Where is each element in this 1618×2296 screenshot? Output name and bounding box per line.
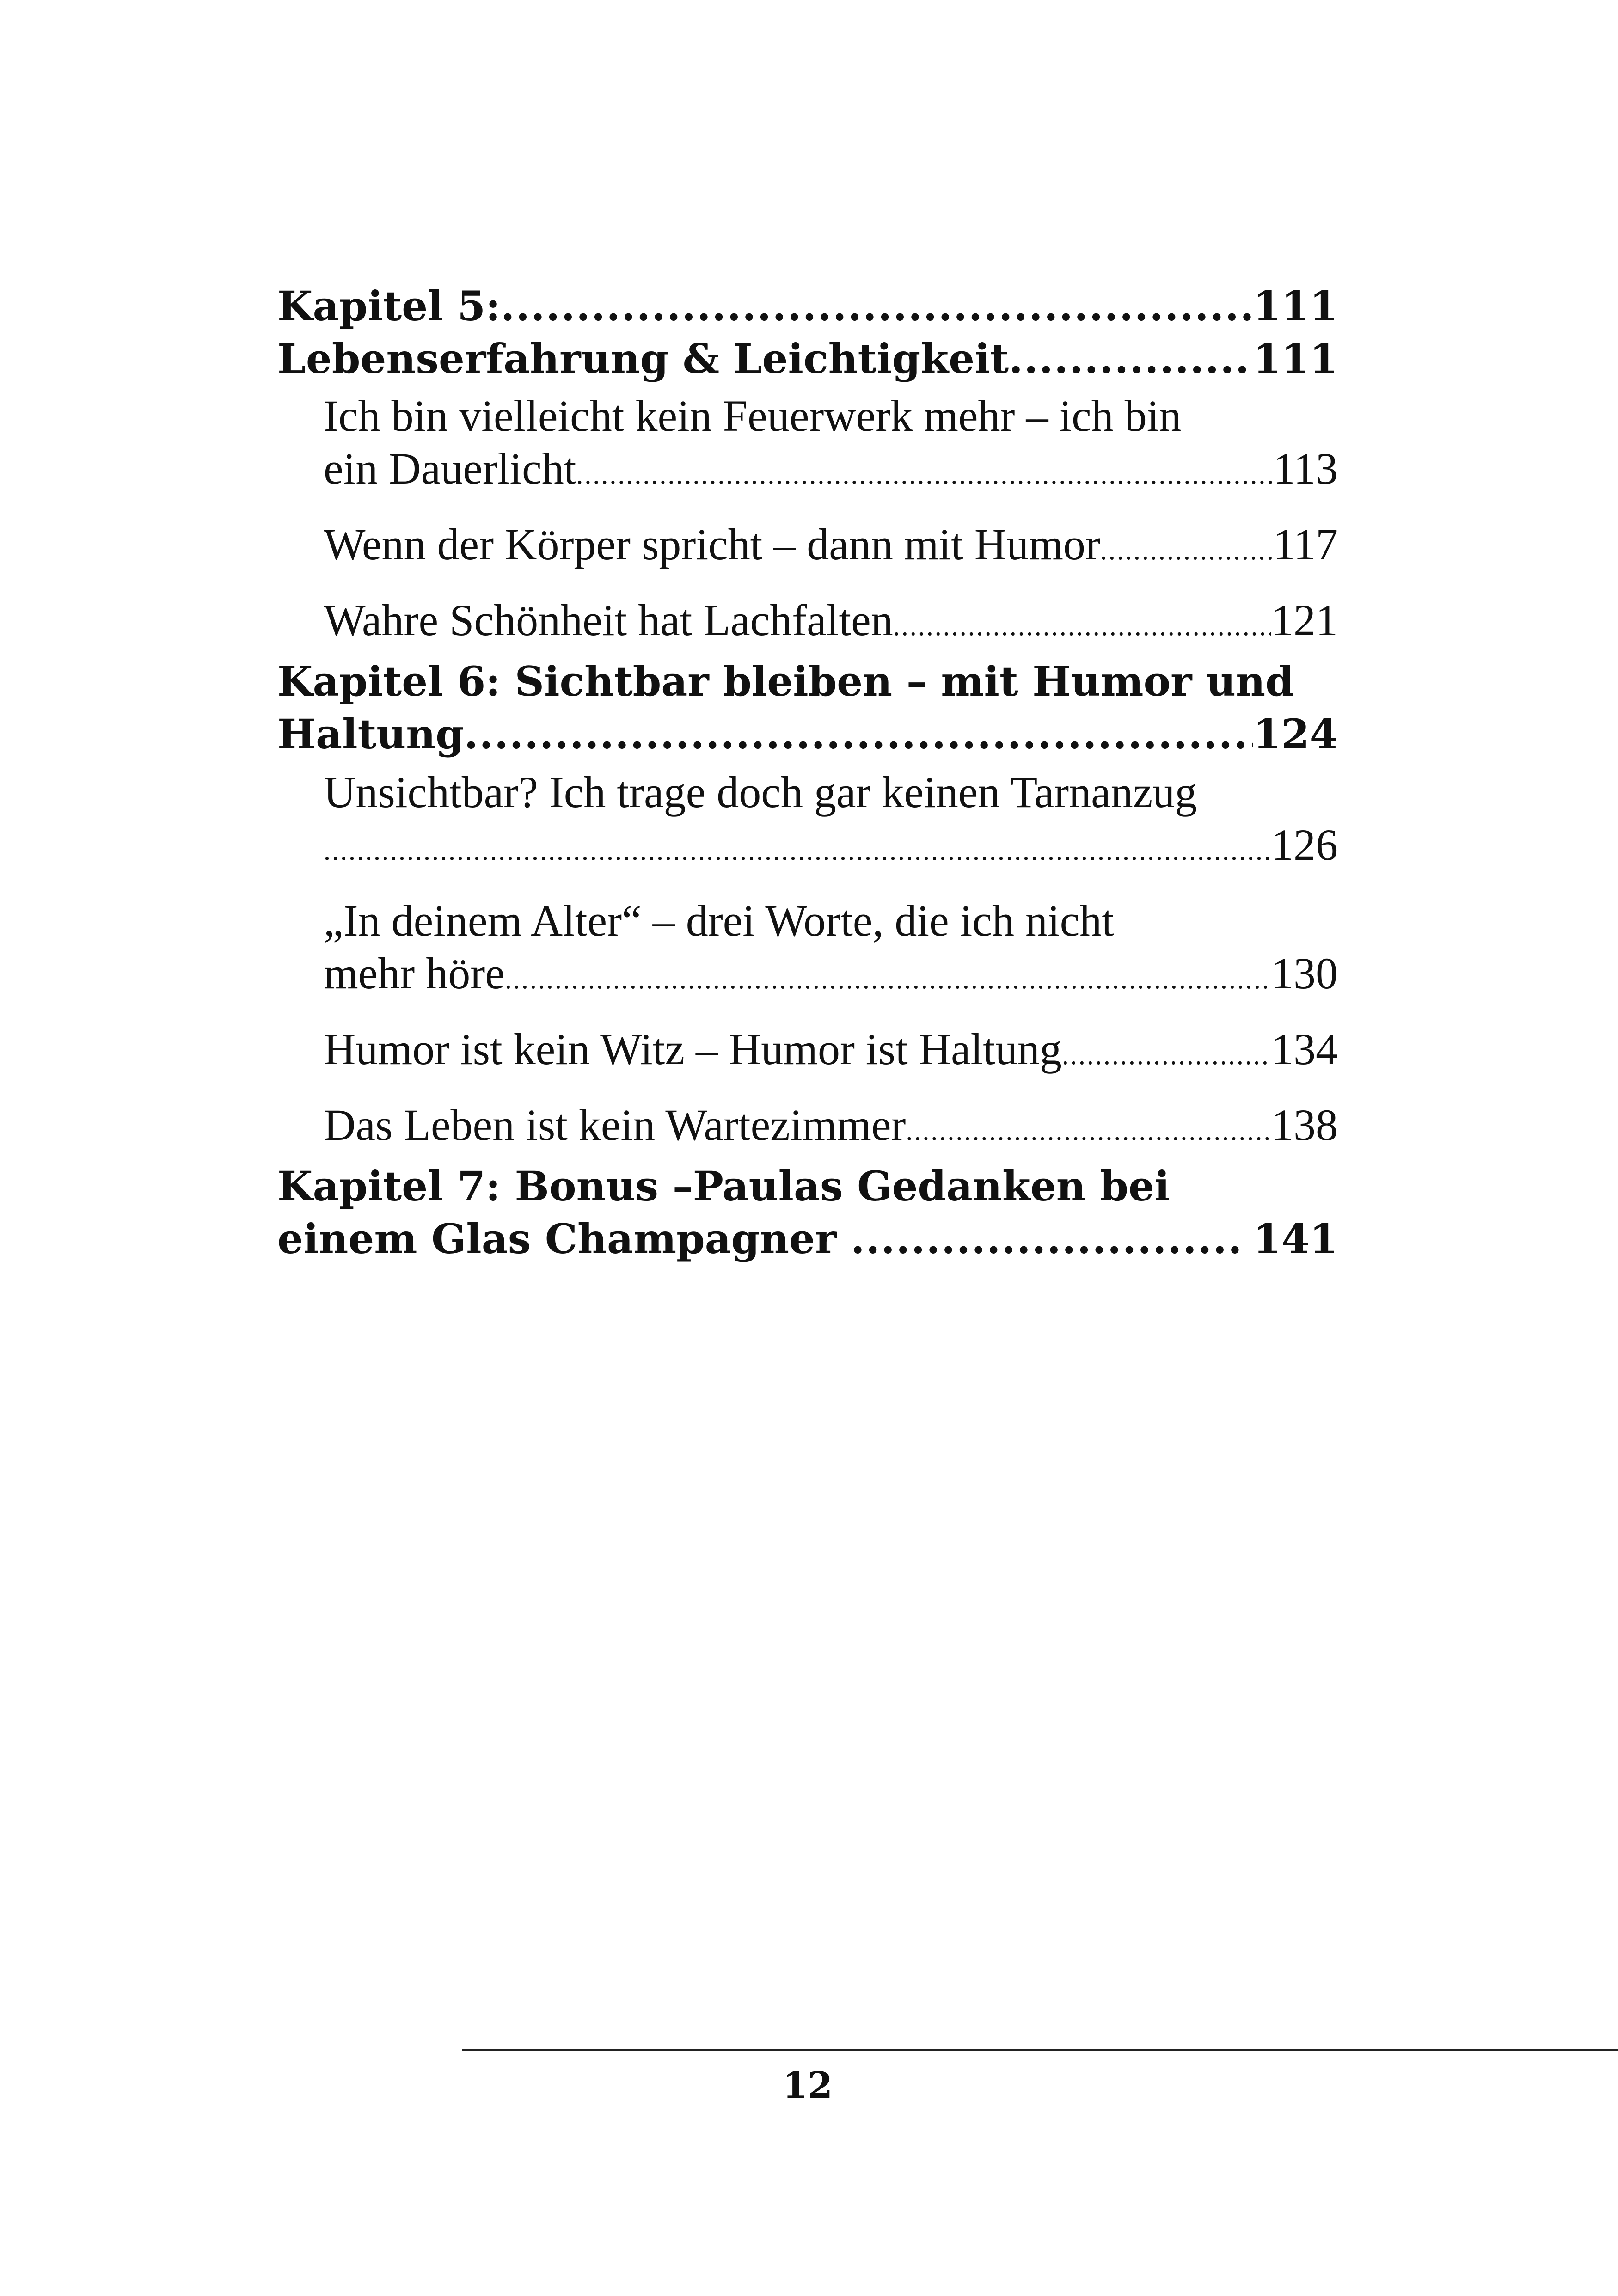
toc-entry-line	[324, 947, 1338, 1005]
dot-leader	[1009, 332, 1253, 385]
dot-leader	[1062, 1029, 1271, 1081]
dot-leader	[324, 824, 1271, 877]
toc-entry-line	[324, 594, 1338, 652]
toc-entry-title-line-1: „In deinem Alter“ – drei Worte, die ich nicht	[324, 896, 1114, 945]
dot-leader	[851, 1212, 1239, 1265]
toc-entry-line	[277, 708, 1338, 760]
toc-entry-dauerlicht[interactable]	[324, 390, 1338, 501]
toc-entry-page: 141	[1238, 1215, 1338, 1263]
toc-entry-page: 111	[1253, 335, 1338, 383]
page-number-text: 12	[782, 2064, 833, 2106]
toc-entry-line	[324, 1023, 1338, 1081]
toc-entry-lebenserfahrung[interactable]	[277, 332, 1338, 385]
dot-leader	[1100, 524, 1273, 576]
toc-entry-chapter-6[interactable]	[277, 655, 1338, 760]
toc-entry-title: Wenn der Körper spricht – dann mit Humor	[324, 520, 1100, 569]
toc-entry-page: 111	[1253, 282, 1338, 330]
toc-entry-line	[277, 280, 1338, 332]
toc-entry-title-line-1: Unsichtbar? Ich trage doch gar keinen Tarnanzug	[324, 767, 1197, 817]
toc-entry-page: 134	[1271, 1024, 1338, 1074]
toc-entry-in-deinem-alter[interactable]	[324, 894, 1338, 1005]
toc-entry-chapter-5[interactable]	[277, 280, 1338, 332]
toc-entry-schoenheit[interactable]	[324, 594, 1338, 652]
toc-entry-page: 124	[1253, 710, 1338, 758]
toc-entry-title: mehr höre	[324, 949, 505, 998]
toc-entry-title: Lebenserfahrung & Leichtigkeit	[277, 335, 1009, 383]
toc-entry-line	[324, 1099, 1338, 1157]
toc-entry-humor-haltung[interactable]	[324, 1023, 1338, 1081]
dot-leader	[501, 280, 1253, 332]
toc-entry-title-line-1: Ich bin vielleicht kein Feuerwerk mehr – ich bin	[324, 391, 1182, 441]
table-of-contents	[277, 280, 1338, 1265]
toc-entry-page: 117	[1273, 520, 1338, 569]
toc-entry-title-line-1: Kapitel 6: Sichtbar bleiben – mit Humor und	[277, 657, 1294, 705]
dot-leader	[505, 953, 1271, 1005]
toc-entry-chapter-7[interactable]	[277, 1160, 1338, 1265]
toc-entry-line	[324, 819, 1338, 877]
dot-leader	[576, 448, 1273, 501]
toc-entry-line	[277, 1212, 1338, 1265]
toc-entry-line	[277, 332, 1338, 385]
toc-entry-title-line-1: Kapitel 7: Bonus –Paulas Gedanken bei	[277, 1162, 1170, 1210]
toc-entry-title: Das Leben ist kein Wartezimmer	[324, 1100, 906, 1150]
toc-entry-line	[324, 518, 1338, 576]
toc-entry-page: 126	[1271, 820, 1338, 869]
footer-rule	[462, 2049, 1618, 2051]
toc-entry-title: Wahre Schönheit hat Lachfalten	[324, 595, 893, 645]
toc-entry-title: Humor ist kein Witz – Humor ist Haltung	[324, 1024, 1062, 1074]
toc-entry-title: Haltung	[277, 710, 464, 758]
toc-entry-koerper[interactable]	[324, 518, 1338, 576]
toc-entry-title: einem Glas Champagner	[277, 1215, 851, 1263]
dot-leader	[906, 1104, 1271, 1157]
dot-leader	[893, 600, 1271, 652]
toc-entry-page: 130	[1271, 949, 1338, 998]
toc-entry-wartezimmer[interactable]	[324, 1099, 1338, 1157]
toc-entry-line	[324, 442, 1338, 501]
toc-entry-page: 113	[1273, 444, 1338, 493]
toc-entry-page: 121	[1271, 595, 1338, 645]
dot-leader	[464, 708, 1253, 760]
toc-entry-title: Kapitel 5:	[277, 282, 501, 330]
page-number	[0, 2063, 1618, 2109]
toc-entry-title: ein Dauerlicht	[324, 444, 576, 493]
toc-entry-unsichtbar[interactable]	[324, 766, 1338, 877]
toc-entry-page: 138	[1271, 1100, 1338, 1150]
